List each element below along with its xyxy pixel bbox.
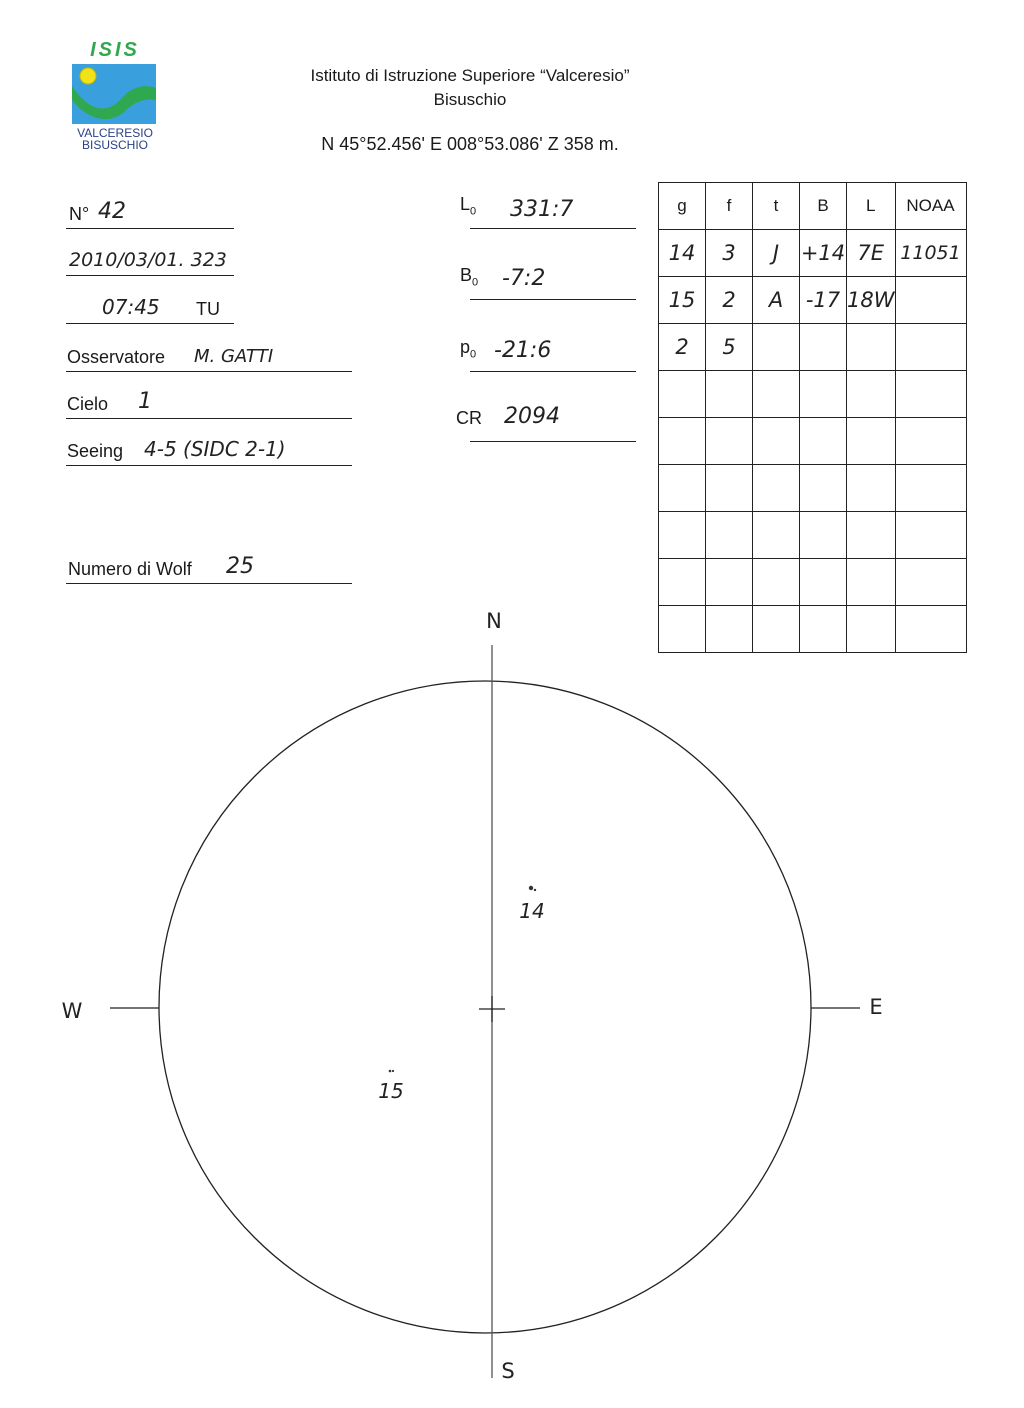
table-cell-t: [753, 324, 800, 371]
b0-label-text: B: [460, 265, 473, 286]
table-cell-g: [659, 371, 706, 418]
table-cell-f: 5: [706, 324, 753, 371]
table-cell-g: [659, 559, 706, 606]
table-cell-noaa: [895, 277, 966, 324]
table-cell-noaa: [895, 465, 966, 512]
north-label: N: [486, 609, 502, 633]
institute-name: [260, 64, 680, 112]
station-coordinates: N 45°52.456' E 008°53.086' Z 358 m.: [321, 134, 619, 154]
l0-label-text: L: [460, 194, 471, 215]
date-value: 2010/03/01. 323: [69, 249, 227, 271]
table-cell-noaa: [895, 418, 966, 465]
solar-disk-diagram: [0, 600, 1024, 1400]
time-value: 07:45: [102, 295, 160, 319]
table-cell-t: [753, 371, 800, 418]
sunspot-group-15-spot: [389, 1070, 392, 1073]
column-header-g: g: [659, 183, 706, 230]
cr-label: CR: [456, 408, 482, 428]
table-cell-b: [800, 418, 847, 465]
table-cell-g: 2: [659, 324, 706, 371]
p0-label-text: p: [460, 337, 471, 358]
west-label: W: [61, 999, 83, 1023]
number-field: [66, 194, 234, 229]
table-cell-t: [753, 559, 800, 606]
table-cell-f: 2: [706, 277, 753, 324]
p0-field: [460, 337, 636, 372]
sunspot-group-14-spot: [529, 886, 533, 890]
column-header-noaa: NOAA: [895, 183, 966, 230]
table-row: [659, 418, 967, 465]
table-cell-noaa: 11051: [895, 230, 966, 277]
table-cell-b: -17: [800, 277, 847, 324]
l0-label: [460, 194, 476, 218]
l0-field: [460, 194, 636, 229]
table-cell-l: [847, 418, 896, 465]
institute-title: Istituto di Istruzione Superiore “Valceresio”: [310, 66, 630, 85]
seeing-value: 4-5 (SIDC 2-1): [144, 437, 286, 461]
table-cell-f: [706, 559, 753, 606]
table-cell-b: [800, 512, 847, 559]
logo-wordmark: ISIS: [90, 40, 140, 61]
seeing-field: [66, 431, 352, 466]
p0-value: -21:6: [494, 338, 552, 363]
table-cell-f: [706, 418, 753, 465]
solar-disk-outline: [159, 681, 811, 1333]
table-row: [659, 277, 967, 324]
sky-label: Cielo: [67, 394, 109, 414]
institute-town: Bisuschio: [433, 90, 507, 109]
table-cell-b: [800, 371, 847, 418]
observer-field: [66, 337, 352, 372]
table-cell-t: J: [753, 230, 800, 277]
table-cell-l: [847, 559, 896, 606]
p0-subscript: 0: [470, 349, 477, 361]
table-cell-g: [659, 465, 706, 512]
column-header-b: B: [800, 183, 847, 230]
sky-value: 1: [138, 389, 152, 414]
table-cell-f: [706, 465, 753, 512]
observer-value: M. GATTI: [194, 346, 274, 367]
time-field: [66, 289, 234, 324]
east-label: E: [869, 995, 883, 1019]
south-label: S: [501, 1359, 515, 1383]
number-label: N°: [69, 204, 90, 224]
wolf-number-field: [66, 549, 352, 584]
column-header-t: t: [753, 183, 800, 230]
table-cell-l: [847, 512, 896, 559]
table-cell-b: [800, 465, 847, 512]
cr-value: 2094: [504, 404, 560, 429]
time-unit: TU: [196, 299, 220, 319]
logo-line1: VALCERESIO: [77, 126, 153, 140]
logo-line2: BISUSCHIO: [81, 138, 148, 152]
table-row: [659, 371, 967, 418]
table-row: [659, 230, 967, 277]
table-cell-b: +14: [800, 230, 847, 277]
table-cell-g: [659, 512, 706, 559]
table-cell-g: 14: [659, 230, 706, 277]
table-cell-f: [706, 512, 753, 559]
b0-value: -7:2: [502, 266, 546, 291]
p0-label: [460, 337, 476, 361]
date-field: [66, 241, 234, 276]
l0-value: 331:7: [510, 197, 574, 222]
table-cell-t: A: [753, 277, 800, 324]
b0-label: [460, 265, 478, 289]
table-header-row: [659, 183, 967, 230]
b0-field: [460, 265, 636, 300]
sunspot-group-15-spot-b: [392, 1070, 394, 1072]
table-cell-t: [753, 512, 800, 559]
table-row: [659, 512, 967, 559]
table-cell-l: [847, 324, 896, 371]
table-cell-b: [800, 324, 847, 371]
column-header-f: f: [706, 183, 753, 230]
sunspot-group-15-label: 15: [378, 1079, 404, 1103]
observer-label: Osservatore: [67, 347, 166, 367]
table-row: [659, 559, 967, 606]
number-value: 42: [98, 199, 126, 224]
logo-caption: [70, 127, 160, 151]
wolf-number-value: 25: [226, 554, 254, 579]
cr-field: [456, 404, 636, 442]
table-cell-f: 3: [706, 230, 753, 277]
table-cell-b: [800, 559, 847, 606]
logo-sun: [80, 68, 96, 84]
l0-subscript: 0: [470, 206, 477, 218]
table-cell-l: 18W: [847, 277, 896, 324]
table-cell-t: [753, 465, 800, 512]
table-cell-l: 7E: [847, 230, 896, 277]
seeing-label: Seeing: [67, 441, 124, 461]
sunspot-group-14-spot-b: [534, 889, 536, 891]
table-cell-noaa: [895, 512, 966, 559]
sky-field: [66, 384, 352, 419]
wolf-number-label: Numero di Wolf: [68, 559, 192, 579]
table-cell-g: [659, 418, 706, 465]
table-row: [659, 324, 967, 371]
table-row: [659, 465, 967, 512]
table-body: [659, 230, 967, 653]
table-cell-f: [706, 371, 753, 418]
table-cell-l: [847, 465, 896, 512]
table-cell-noaa: [895, 559, 966, 606]
sunspot-groups-table: [658, 182, 967, 653]
school-logo: [70, 40, 160, 131]
table-cell-t: [753, 418, 800, 465]
table-cell-noaa: [895, 324, 966, 371]
b0-subscript: 0: [472, 277, 479, 289]
table-cell-noaa: [895, 371, 966, 418]
column-header-l: L: [847, 183, 896, 230]
sunspot-group-14-label: 14: [519, 899, 545, 923]
table-cell-l: [847, 371, 896, 418]
table-cell-g: 15: [659, 277, 706, 324]
